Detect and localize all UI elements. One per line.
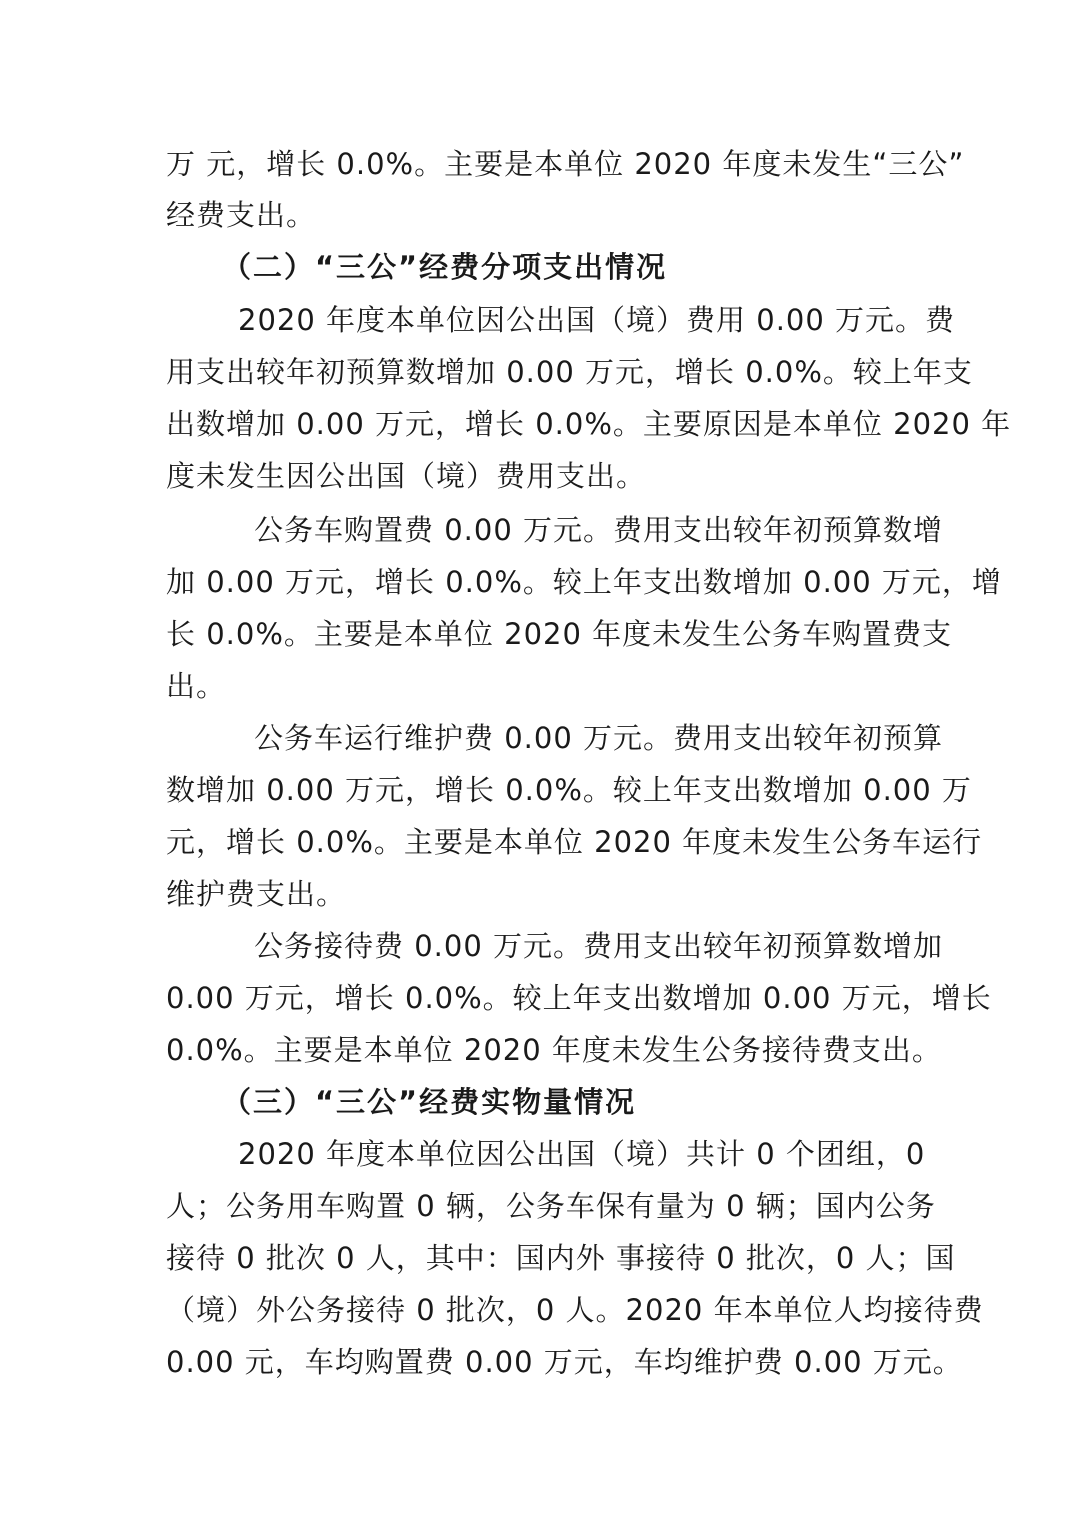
section-3-heading: （三）“三公”经费实物量情况 — [222, 1085, 637, 1119]
section-2-p2-line-4: 出。 — [166, 669, 227, 703]
section-2-p2-line-2: 加 0.00 万元，增长 0.0%。较上年支出数增加 0.00 万元，增 — [166, 565, 1002, 599]
section-3-line-4: （境）外公务接待 0 批次，0 人。2020 年本单位人均接待费 — [166, 1293, 984, 1327]
section-2-p2-line-3: 长 0.0%。主要是本单位 2020 年度未发生公务车购置费支 — [166, 617, 953, 651]
section-2-p3-line-2: 数增加 0.00 万元，增长 0.0%。较上年支出数增加 0.00 万 — [166, 773, 972, 807]
intro-line-1: 万 元，增长 0.0%。主要是本单位 2020 年度未发生“三公” — [166, 147, 965, 181]
section-2-p1-line-2: 用支出较年初预算数增加 0.00 万元，增长 0.0%。较上年支 — [166, 355, 973, 389]
section-2-p3-line-1: 公务车运行维护费 0.00 万元。费用支出较年初预算 — [254, 721, 944, 755]
section-3-line-1: 2020 年度本单位因公出国（境）共计 0 个团组，0 — [238, 1137, 926, 1171]
section-3-line-3: 接待 0 批次 0 人，其中：国内外 事接待 0 批次，0 人；国 — [166, 1241, 956, 1275]
section-2-p3-line-4: 维护费支出。 — [166, 877, 347, 911]
section-2-p1-line-4: 度未发生因公出国（境）费用支出。 — [166, 459, 647, 493]
section-2-heading: （二）“三公”经费分项支出情况 — [222, 250, 668, 284]
section-2-p3-line-3: 元，增长 0.0%。主要是本单位 2020 年度未发生公务车运行 — [166, 825, 983, 859]
section-2-p4-line-1: 公务接待费 0.00 万元。费用支出较年初预算数增加 — [254, 929, 944, 963]
section-2-p4-line-2: 0.00 万元，增长 0.0%。较上年支出数增加 0.00 万元，增长 — [166, 981, 992, 1015]
section-3-line-5: 0.00 元，车均购置费 0.00 万元，车均维护费 0.00 万元。 — [166, 1345, 963, 1379]
section-2-p2-line-1: 公务车购置费 0.00 万元。费用支出较年初预算数增 — [254, 513, 944, 547]
section-2-p4-line-3: 0.0%。主要是本单位 2020 年度未发生公务接待费支出。 — [166, 1033, 942, 1067]
intro-line-2: 经费支出。 — [166, 198, 317, 232]
section-2-p1-line-3: 出数增加 0.00 万元，增长 0.0%。主要原因是本单位 2020 年 — [166, 407, 1012, 441]
section-2-p1-line-1: 2020 年度本单位因公出国（境）费用 0.00 万元。费 — [238, 303, 956, 337]
section-3-line-2: 人；公务用车购置 0 辆，公务车保有量为 0 辆；国内公务 — [166, 1189, 936, 1223]
